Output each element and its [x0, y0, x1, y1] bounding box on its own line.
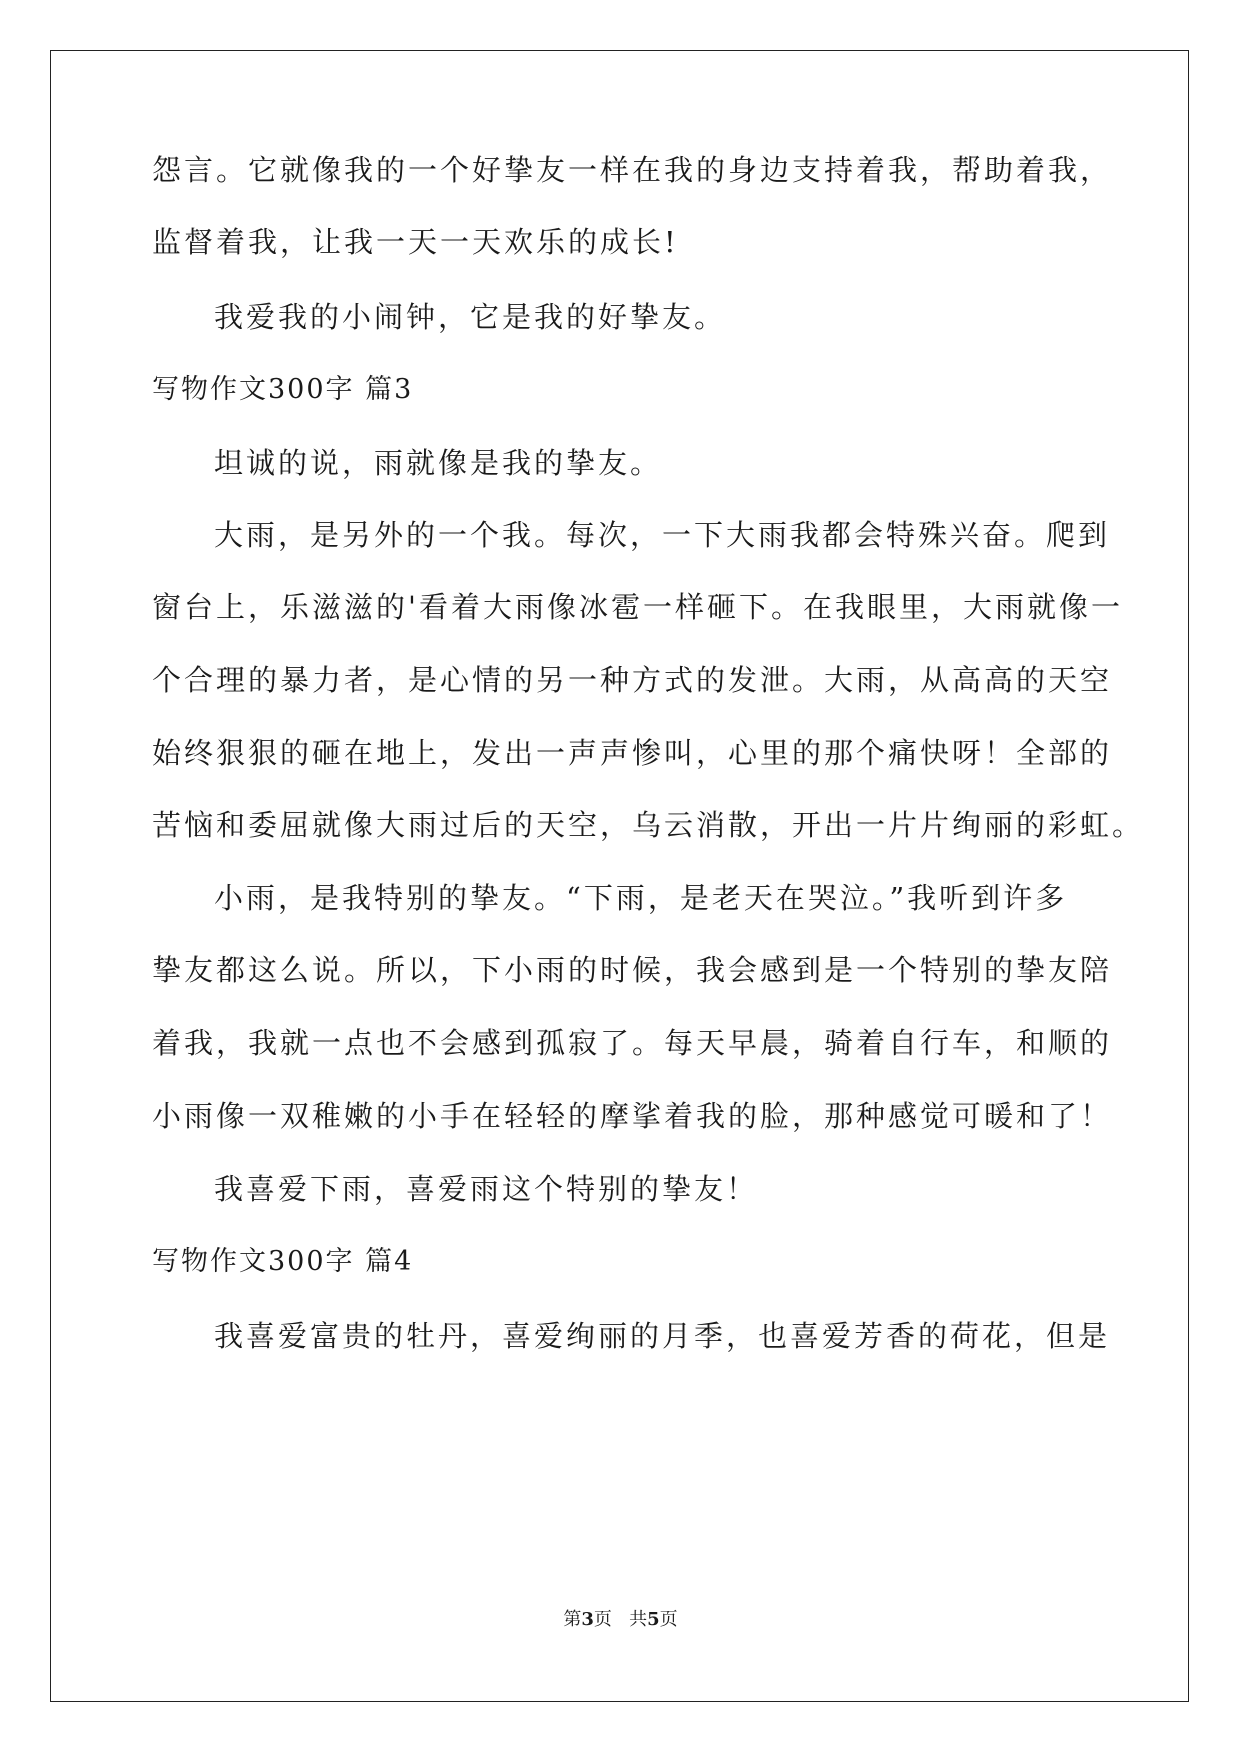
page-current: 3 — [581, 1609, 594, 1630]
paragraph-line: 我喜爱富贵的牡丹，喜爱绚丽的月季，也喜爱芳香的荷花，但是 — [214, 1319, 1111, 1353]
paragraph-line: 我喜爱下雨，喜爱雨这个特别的挚友！ — [214, 1172, 759, 1206]
paragraph-line: 小雨像一双稚嫩的小手在轻轻的摩挲着我的脸，那种感觉可暖和了！ — [152, 1099, 1113, 1133]
page-total: 5 — [647, 1609, 660, 1630]
paragraph-line: 挚友都这么说。所以，下小雨的时候，我会感到是一个特别的挚友陪 — [152, 953, 1113, 987]
paragraph-line: 小雨，是我特别的挚友。“下雨，是老天在哭泣。”我听到许多 — [214, 881, 1068, 915]
page-prefix: 第 — [563, 1609, 582, 1630]
paragraph-line: 大雨，是另外的一个我。每次，一下大雨我都会特殊兴奋。爬到 — [214, 518, 1111, 552]
paragraph-line: 我爱我的小闹钟，它是我的好挚友。 — [214, 300, 727, 334]
paragraph-line: 监督着我，让我一天一天欢乐的成长! — [152, 225, 679, 259]
page-footer — [0, 1608, 1241, 1632]
paragraph-line: 窗台上，乐滋滋的'看着大雨像冰雹一样砸下。在我眼里，大雨就像一 — [152, 590, 1123, 624]
paragraph-line: 始终狠狠的砸在地上，发出一声声惨叫，心里的那个痛快呀！全部的 — [152, 736, 1113, 770]
paragraph-line: 坦诚的说，雨就像是我的挚友。 — [214, 446, 663, 480]
section-heading: 写物作文300字 篇4 — [152, 1246, 414, 1277]
page-suffix: 页 — [659, 1609, 678, 1630]
page-mid: 页 共 — [593, 1609, 648, 1630]
paragraph-line: 着我，我就一点也不会感到孤寂了。每天早晨，骑着自行车，和顺的 — [152, 1026, 1113, 1060]
paragraph-line: 个合理的暴力者，是心情的另一种方式的发泄。大雨，从高高的天空 — [152, 663, 1113, 697]
paragraph-line: 苦恼和委屈就像大雨过后的天空，乌云消散，开出一片片绚丽的彩虹。 — [152, 808, 1145, 842]
paragraph-line: 怨言。它就像我的一个好挚友一样在我的身边支持着我，帮助着我， — [152, 153, 1113, 187]
section-heading: 写物作文300字 篇3 — [152, 374, 414, 405]
